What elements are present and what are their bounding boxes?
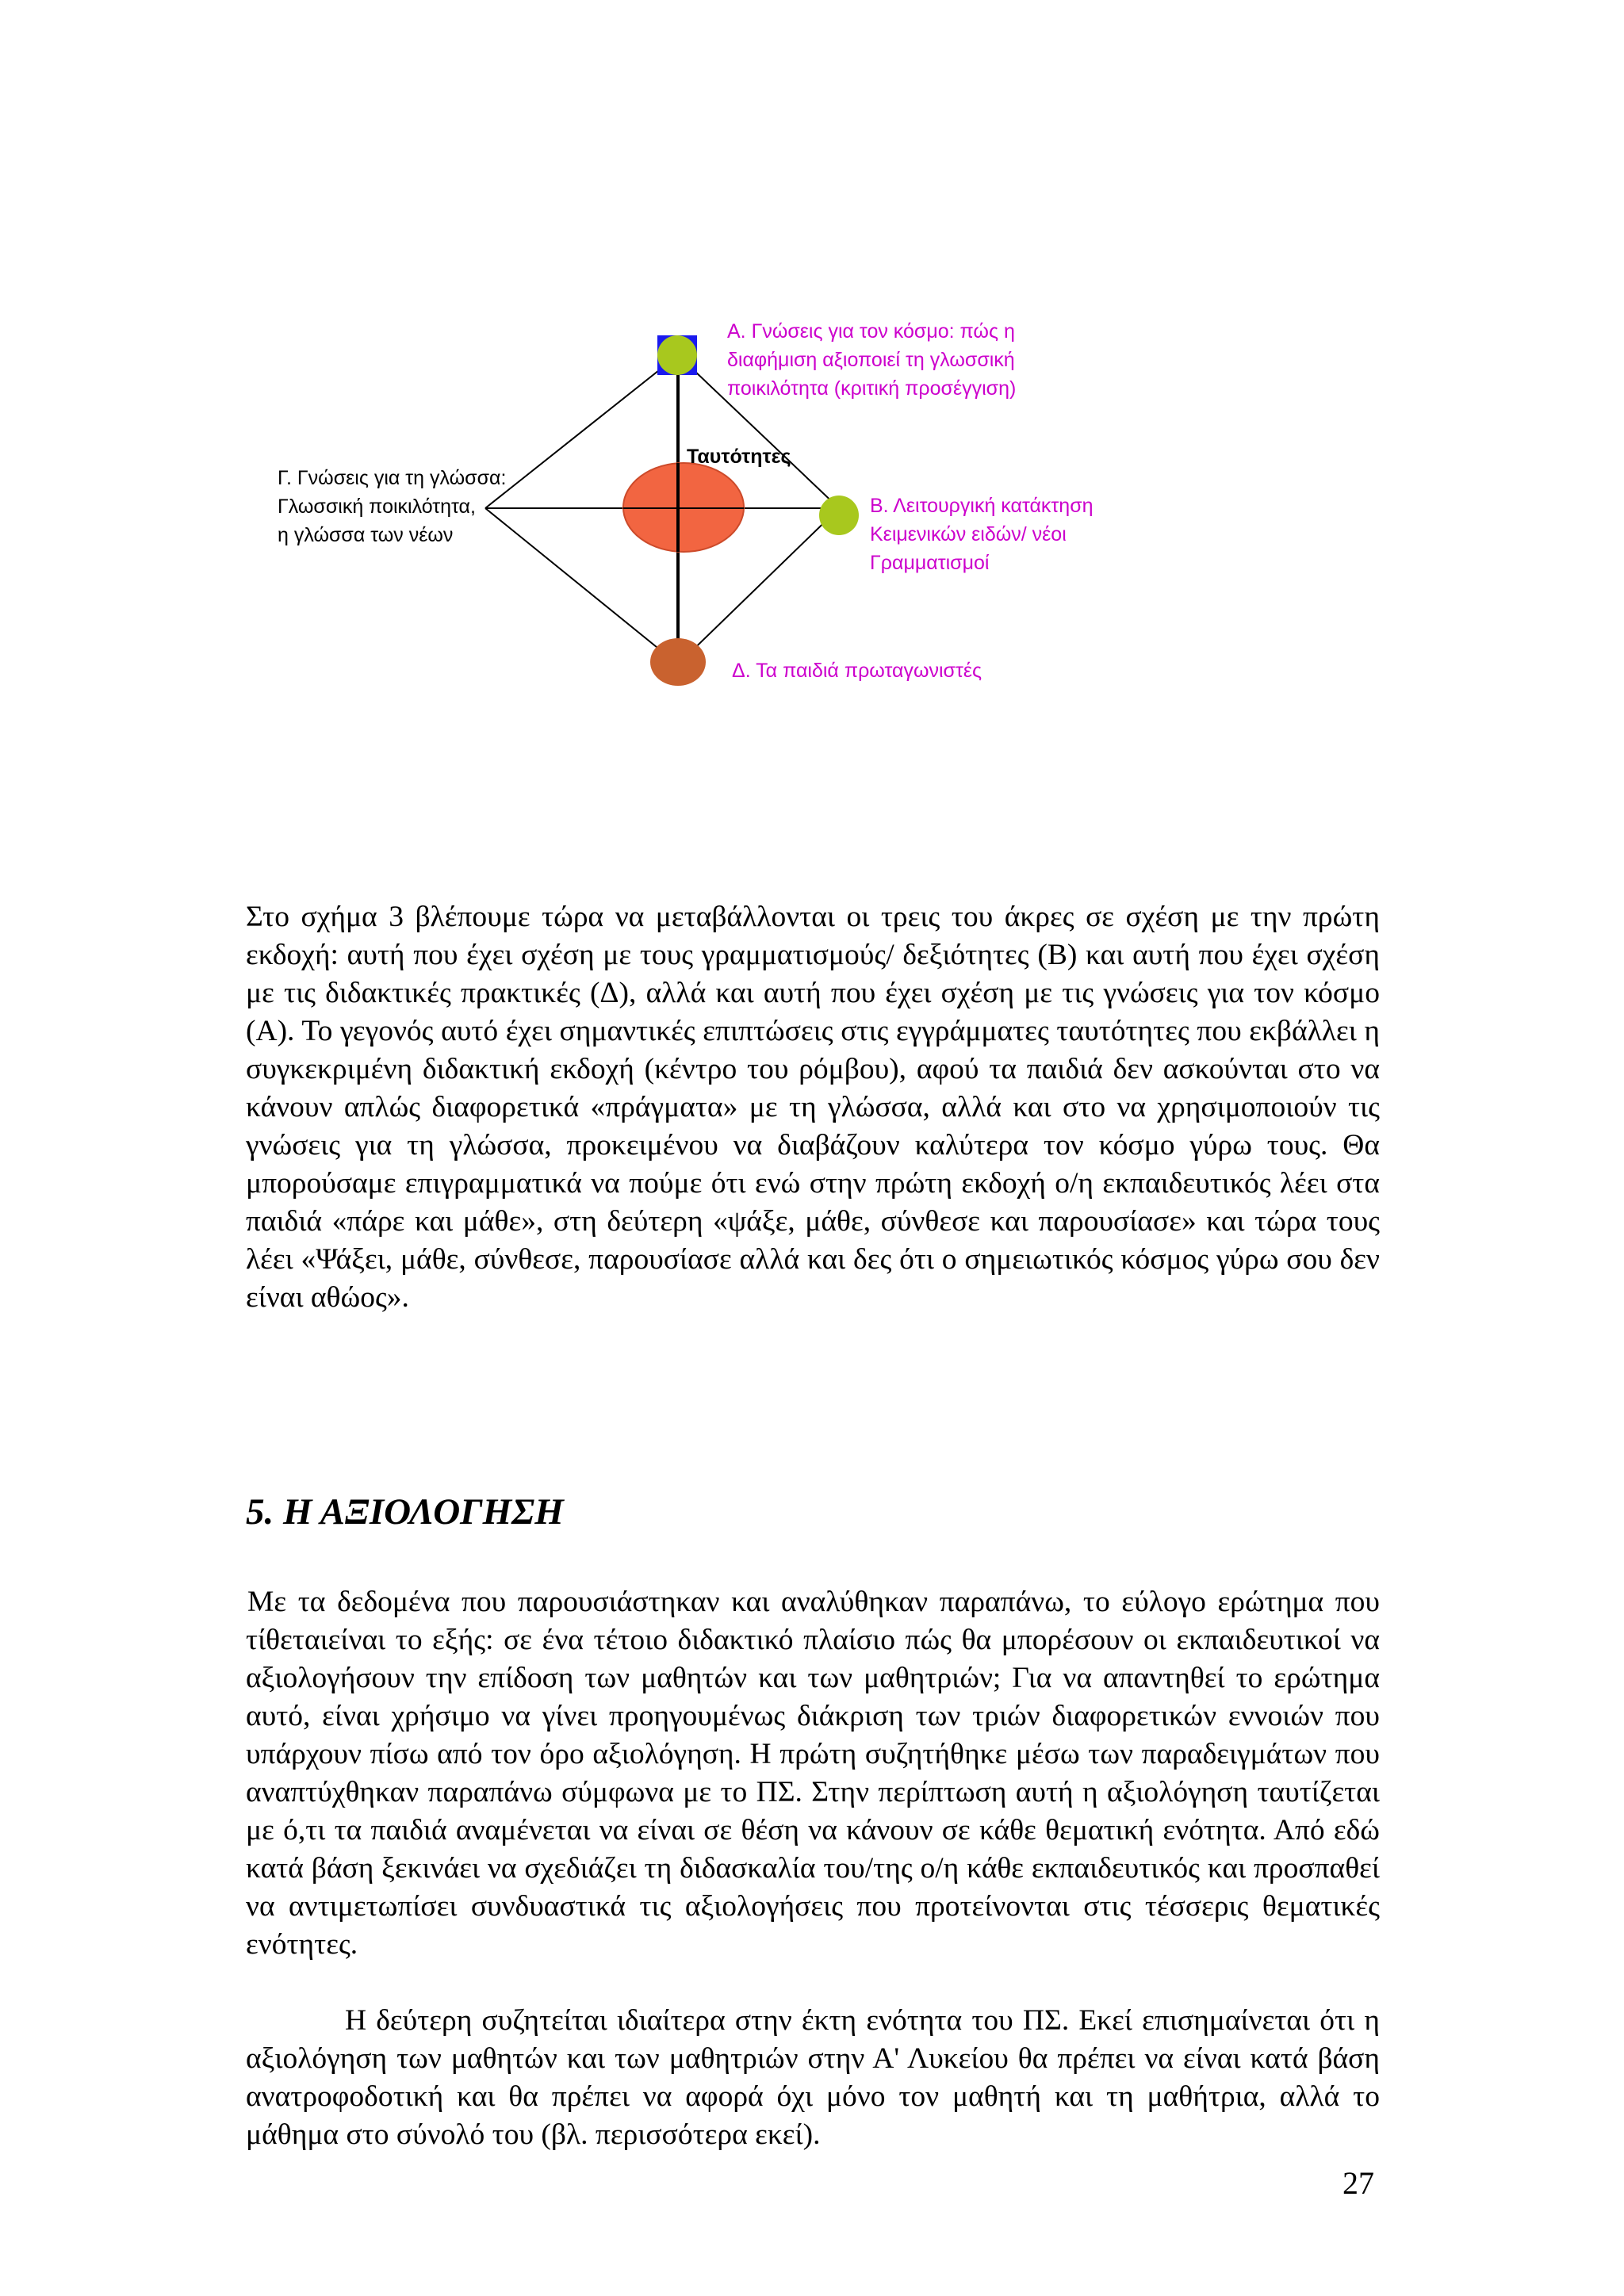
- node-b-circle: [819, 496, 859, 535]
- label-center-identities: Ταυτότητες: [687, 446, 791, 468]
- rhombus-diagram: [0, 0, 1624, 714]
- section-heading: 5. Η ΑΞΙΟΛΟΓΗΣΗ: [246, 1491, 564, 1533]
- paragraph-evaluation-intro: Με τα δεδομένα που παρουσιάστηκαν και αναλύθηκαν παραπάνω, το εύλογο ερώτημα που τίθεταιείναι το εξής: σε ένα τέτοιο διδακτικό πλαίσιο πώς θα μπορέσουν οι εκπαιδευτικοί να αξιολογήσουν την επίδοση των μαθητών και των μαθητριών; Για να απαντηθεί το ερώτημα αυτό, είναι χρήσιμο να γίνει προηγουμένως διάκριση των τριών διαφορετικών εννοιών που υπάρχουν πίσω από τον όρο αξιολόγηση. Η πρώτη συζητήθηκε μέσω των παραδειγμάτων που αναπτύχθηκαν παραπάνω σύμφωνα με το ΠΣ. Στην περίπτωση αυτή η αξιολόγηση ταυτίζεται με ό,τι τα παιδιά αναμένεται να είναι σε θέση να κάνουν σε κάθε θεματική ενότητα. Από εδώ κατά βάση ξεκινάει να σχεδιάζει τη διδασκαλία του/της ο/η κάθε εκπαιδευτικός και προσπαθεί να αντιμετωπίσει συνδυαστικά τις αξιολογήσεις που προτείνονται στις τέσσερις θεματικές ενότητες.: [246, 1586, 1380, 1961]
- node-a-circle: [657, 335, 697, 375]
- label-a: Α. Γνώσεις για τον κόσμο: πώς η διαφήμιση αξιοποιεί τη γλωσσική ποικιλότητα (κριτική προσέγγιση): [727, 320, 1017, 400]
- label-g: Γ. Γνώσεις για τη γλώσσα: Γλωσσική ποικιλότητα, η γλώσσα των νέων: [278, 467, 507, 546]
- paragraph-figure-discussion: Στο σχήμα 3 βλέπουμε τώρα να μεταβάλλονται οι τρεις του άκρες σε σχέση με την πρώτη εκδοχή: αυτή που έχει σχέση με τους γραμματισμούς/ δεξιότητες (Β) και αυτή που έχει σχέση με τις διδακτικές πρακτικές (Δ), αλλά και αυτή που έχει σχέση με τις γνώσεις για τον κόσμο (Α). Το γεγονός αυτό έχει σημαντικές επιπτώσεις στις εγγράμματες ταυτότητες που εκβάλλει η συγκεκριμένη διδακτική εκδοχή (κέντρο του ρόμβου), αφού τα παιδιά δεν ασκούνται στο να κάνουν απλώς διαφορετικά «πράγματα» με τη γλώσσα, αλλά και στο να χρησιμοποιούν τις γνώσεις για τη γλώσσα, προκειμένου να διαβάζουν καλύτερα τον κόσμο γύρω τους. Θα μπορούσαμε επιγραμματικά να πούμε ότι ενώ στην πρώτη εκδοχή ο/η εκπαιδευτικός λέει στα παιδιά «πάρε και μάθε», στη δεύτερη «ψάξε, μάθε, σύνθεσε και παρουσίασε» και τώρα τους λέει «Ψάξει, μάθε, σύνθεσε, παρουσίασε αλλά και δες ότι ο σημειωτικός κόσμος γύρω σου δεν είναι αθώος».: [246, 901, 1380, 1314]
- node-d-ellipse: [650, 638, 706, 686]
- paragraph-evaluation-second: Η δεύτερη συζητείται ιδιαίτερα στην έκτη ενότητα του ΠΣ. Εκεί επισημαίνεται ότι η αξιολόγηση των μαθητών και των μαθητριών στην Α' Λυκείου θα πρέπει να είναι κατά βάση ανατροφοδοτική και θα πρέπει να αφορά όχι μόνο τον μαθητή και τη μαθήτρια, αλλά το μάθημα στο σύνολό του (βλ. περισσότερα εκεί).: [246, 2004, 1380, 2151]
- label-b: Β. Λειτουργική κατάκτηση Κειμενικών ειδών/ νέοι Γραμματισμοί: [870, 495, 1094, 574]
- page-number: 27: [1342, 2165, 1374, 2201]
- label-d: Δ. Τα παιδιά πρωταγωνιστές: [732, 660, 982, 682]
